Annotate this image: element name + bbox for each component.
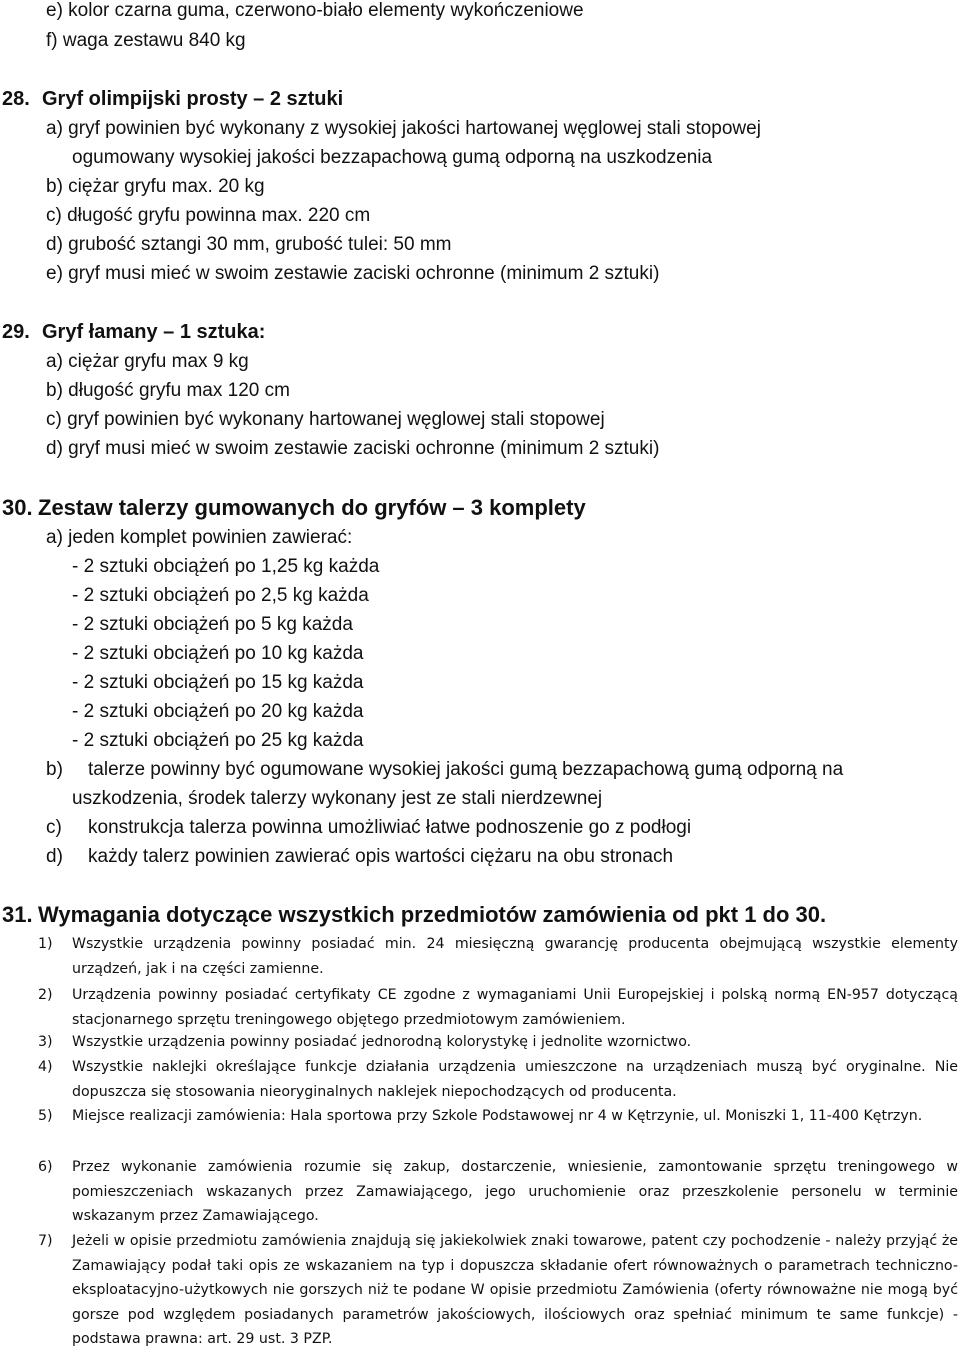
s29-item-c: c) gryf powinien być wykonany hartowanej węglowej stali stopowej: [46, 409, 605, 430]
section-31-number: 31.: [2, 902, 33, 927]
section-29-number: 29.: [2, 321, 30, 343]
s30-weight-item: - 2 sztuki obciążeń po 15 kg każda: [72, 672, 364, 693]
s30-weight-item: - 2 sztuki obciążeń po 25 kg każda: [72, 730, 364, 751]
s30-item-a: a) jeden komplet powinien zawierać:: [46, 527, 353, 548]
s28-item-c: c) długość gryfu powinna max. 220 cm: [46, 205, 371, 226]
s31-item-number: 4): [38, 1059, 53, 1075]
s30-weight-item: - 2 sztuki obciążeń po 10 kg każda: [72, 643, 364, 664]
s28-item-d: d) grubość sztangi 30 mm, grubość tulei: 50 mm: [46, 234, 452, 255]
s30-item-b-cont: uszkodzenia, środek talerzy wykonany jest ze stali nierdzewnej: [72, 788, 603, 809]
item-f-weight: f) waga zestawu 840 kg: [46, 30, 246, 51]
s31-item-text: Urządzenia powinny posiadać certyfikaty CE zgodne z wymaganiami Unii Europejskiej i polską normą EN-957 dotyczącą stacjonarnego sprzętu treningowego objętego przedmiotowym zamówieniem.: [72, 987, 958, 1028]
section-28-title: Gryf olimpijski prosty – 2 sztuki: [42, 88, 344, 110]
s31-item-text: Wszystkie urządzenia powinny posiadać jednorodną kolorystykę i jednolite wzornictwo.: [72, 1034, 692, 1050]
s30-item-c-label: c): [46, 817, 62, 838]
s30-item-b-label: b): [46, 759, 63, 780]
section-28-number: 28.: [2, 88, 30, 110]
s30-item-c: konstrukcja talerza powinna umożliwiać łatwe podnoszenie go z podłogi: [88, 817, 692, 838]
s31-item-text: Jeżeli w opisie przedmiotu zamówienia znajdują się jakiekolwiek znaki towarowe, patent czy pochodzenie - należy przyjąć że Zamawiający podał taki opis ze wskazaniem na typ i dopuszcza składanie ofert równoważnych o parametrach techniczno-eksploatacyjno-użytkowych nie gorszych niż te podane W opisie przedmiotu Zamówienia (oferty równoważne nie mogą być gorsze pod względem posiadanych parametrów jakościowych, ilościowych oraz spełniać minimum te same funkcje) - podstawa prawna: art. 29 ust. 3 PZP.: [72, 1233, 958, 1348]
s30-item-d-label: d): [46, 846, 63, 867]
s30-item-d: każdy talerz powinien zawierać opis wartości ciężaru na obu stronach: [88, 846, 674, 867]
s31-item-number: 6): [38, 1159, 53, 1175]
s28-item-e: e) gryf musi mieć w swoim zestawie zaciski ochronne (minimum 2 sztuki): [46, 263, 660, 284]
s29-item-d: d) gryf musi mieć w swoim zestawie zaciski ochronne (minimum 2 sztuki): [46, 438, 660, 459]
section-29-title: Gryf łamany – 1 sztuka:: [42, 321, 266, 343]
section-31-title: Wymagania dotyczące wszystkich przedmiotów zamówienia od pkt 1 do 30.: [38, 902, 827, 927]
s31-item-number: 5): [38, 1108, 53, 1124]
s30-item-b: talerze powinny być ogumowane wysokiej jakości gumą bezzapachową gumą odporną na: [88, 759, 844, 780]
section-30-number: 30.: [2, 495, 33, 520]
s31-item-text: Miejsce realizacji zamówienia: Hala sportowa przy Szkole Podstawowej nr 4 w Kętrzynie, ul. Moniszki 1, 11-400 Kętrzyn.: [72, 1108, 923, 1124]
s30-weight-item: - 2 sztuki obciążeń po 1,25 kg każda: [72, 556, 380, 577]
s31-item-number: 1): [38, 936, 53, 952]
s28-item-a-cont: ogumowany wysokiej jakości bezzapachową gumą odporną na uszkodzenia: [72, 147, 713, 168]
s31-item-number: 7): [38, 1233, 53, 1249]
item-e-color: e) kolor czarna guma, czerwono-biało elementy wykończeniowe: [46, 0, 584, 21]
s29-item-b: b) długość gryfu max 120 cm: [46, 380, 290, 401]
s31-item-text: Przez wykonanie zamówienia rozumie się zakup, dostarczenie, wniesienie, zamontowanie sprzętu treningowego w pomieszczeniach wskazanych przez Zamawiającego, jego uruchomienie oraz przeszkolenie personelu w terminie wskazanym przez Zamawiającego.: [72, 1159, 958, 1225]
s31-item-number: 3): [38, 1034, 53, 1050]
section-30-title: Zestaw talerzy gumowanych do gryfów – 3 komplety: [38, 495, 586, 520]
s30-weight-item: - 2 sztuki obciążeń po 20 kg każda: [72, 701, 364, 722]
s31-item-text: Wszystkie naklejki określające funkcje działania urządzenia umieszczone na urządzeniach muszą być oryginalne. Nie dopuszcza się stosowania nieoryginalnych naklejek niepochodzących od producenta.: [72, 1059, 958, 1100]
s31-item-text: Wszystkie urządzenia powinny posiadać min. 24 miesięczną gwarancję producenta obejmującą wszystkie elementy urządzeń, jak i na części zamienne.: [72, 936, 958, 977]
s30-weight-item: - 2 sztuki obciążeń po 5 kg każda: [72, 614, 353, 635]
s29-item-a: a) ciężar gryfu max 9 kg: [46, 351, 249, 372]
s30-weight-item: - 2 sztuki obciążeń po 2,5 kg każda: [72, 585, 369, 606]
s28-item-b: b) ciężar gryfu max. 20 kg: [46, 176, 265, 197]
s28-item-a: a) gryf powinien być wykonany z wysokiej jakości hartowanej węglowej stali stopowej: [46, 118, 761, 139]
s31-item-number: 2): [38, 987, 53, 1003]
